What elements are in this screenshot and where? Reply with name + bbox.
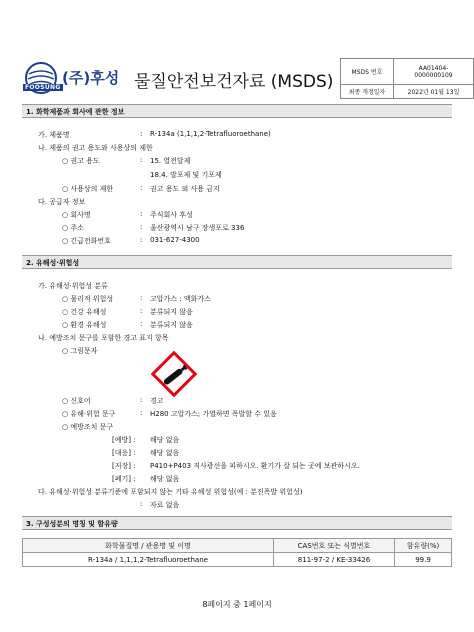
physical-hazard-value: 고압가스 : 액화가스: [150, 295, 211, 303]
recommended-use-2: 18.4. 발포제 및 기포제: [150, 171, 222, 179]
company-label: ○ 회사명: [62, 211, 91, 219]
hazard-statement-value: H280 고압가스; 가열하면 폭발할 수 있음: [150, 410, 277, 418]
colon: :: [140, 307, 143, 315]
prevention-value: 해당 없음: [150, 436, 180, 444]
address-value: 울산광역시 남구 장생포로 336: [150, 224, 245, 232]
section-1-heading: 1. 화학제품과 회사에 관한 정보: [22, 104, 452, 118]
other-hazards-heading: 다. 유해성·위험성 분류기준에 포함되지 않는 기타 유해성 위험성(예 : 분진폭발 위험성): [38, 488, 303, 496]
document-header: [22, 58, 460, 98]
colon: :: [140, 500, 143, 508]
label-elements-heading: 나. 예방조치 문구를 포함한 경고 표지 항목: [38, 334, 169, 342]
signal-word-label: ○ 신호어: [62, 397, 91, 405]
msds-number-value: [394, 59, 474, 85]
restriction-label: ○ 사용상의 제한: [62, 185, 114, 193]
recommended-use-1: 15. 열전달제: [150, 157, 191, 165]
classification-heading: 가. 유해성·위험성 분류: [38, 282, 108, 290]
restriction-value: 권고 용도 외 사용 금지: [150, 185, 220, 193]
colon: :: [140, 396, 143, 404]
phone-value: 031-627-4300: [150, 236, 200, 244]
storage-value: P410+P403 직사광선을 피하시오. 환기가 잘 되는 곳에 보관하시오.: [150, 462, 360, 470]
colon: :: [140, 210, 143, 218]
disposal-label: [폐기] :: [112, 475, 136, 483]
colon: :: [140, 409, 143, 417]
storage-label: [저장] :: [112, 462, 136, 470]
colon: :: [140, 320, 143, 328]
health-hazard-value: 분류되지 않음: [150, 308, 193, 316]
revision-date-label: 최종 개정일자: [341, 85, 394, 99]
table-cell: 99.9: [395, 553, 452, 567]
company-logo: [22, 58, 130, 98]
document-title: 물질안전보건자료 (MSDS): [134, 72, 334, 92]
msds-number-label: MSDS 번호: [341, 59, 394, 85]
column-header: CAS번호 또는 식별번호: [274, 539, 395, 553]
disposal-value: 해당 없음: [150, 475, 180, 483]
section-2-heading: 2. 유해성·위험성: [22, 255, 452, 269]
company-value: 주식회사 후성: [150, 211, 193, 219]
physical-hazard-label: ○ 물리적 위험성: [62, 295, 114, 303]
precaution-label: ○ 예방조치 문구: [62, 423, 114, 431]
company-name: (주)후성: [62, 69, 120, 87]
table-header-row: [23, 539, 452, 553]
product-name-value: R-134a (1,1,1,2-Tetrafluoroethane): [150, 130, 271, 138]
prevention-label: [예방] :: [112, 436, 136, 444]
table-cell: 811-97-2 / KE-33426: [274, 553, 395, 567]
phone-label: ○ 긴급전화번호: [62, 237, 111, 245]
address-label: ○ 주소: [62, 224, 84, 232]
pictogram-label: ○ 그림문자: [62, 347, 98, 355]
colon: :: [140, 156, 143, 164]
signal-word-value: 경고: [150, 397, 164, 405]
msds-number-line-1: AA01404-: [418, 64, 449, 72]
section-3-heading: 3. 구성성분의 명칭 및 함유량: [22, 516, 452, 530]
use-heading: 나. 제품의 권고 용도와 사용상의 제한: [38, 144, 153, 152]
response-value: 해당 없음: [150, 449, 180, 457]
colon: :: [140, 184, 143, 192]
health-hazard-label: ○ 건강 유해성: [62, 308, 107, 316]
other-hazards-value: 자료 없음: [150, 501, 180, 509]
revision-date-value: 2022년 01월 13일: [394, 85, 474, 99]
composition-table: [22, 538, 452, 567]
hazard-statement-label: ○ 유해·위험 문구: [62, 410, 116, 418]
env-hazard-value: 분류되지 않음: [150, 321, 193, 329]
response-label: [대응] :: [112, 449, 136, 457]
column-header: 화학물질명 / 관용명 및 이명: [23, 539, 274, 553]
gas-cylinder-pictogram-icon: [151, 351, 197, 397]
table-cell: R-134a / 1,1,1,2-Tetrafluoroethane: [23, 553, 274, 567]
msds-number-line-2: 0000000109: [414, 71, 453, 79]
colon: :: [140, 223, 143, 231]
supplier-heading: 다. 공급자 정보: [38, 198, 86, 206]
document-meta-table: [340, 58, 474, 99]
colon: :: [140, 236, 143, 244]
column-header: 함유량(%): [395, 539, 452, 553]
env-hazard-label: ○ 환경 유해성: [62, 321, 107, 329]
table-row: [23, 553, 452, 567]
colon: :: [140, 294, 143, 302]
page-footer: 8페이지 중 1페이지: [202, 600, 272, 609]
recommended-use-label: ○ 권고 용도: [62, 157, 100, 165]
brand-name: FOOSUNG: [25, 84, 61, 91]
colon: :: [140, 130, 143, 138]
product-name-label: 가. 제품명: [38, 131, 70, 139]
